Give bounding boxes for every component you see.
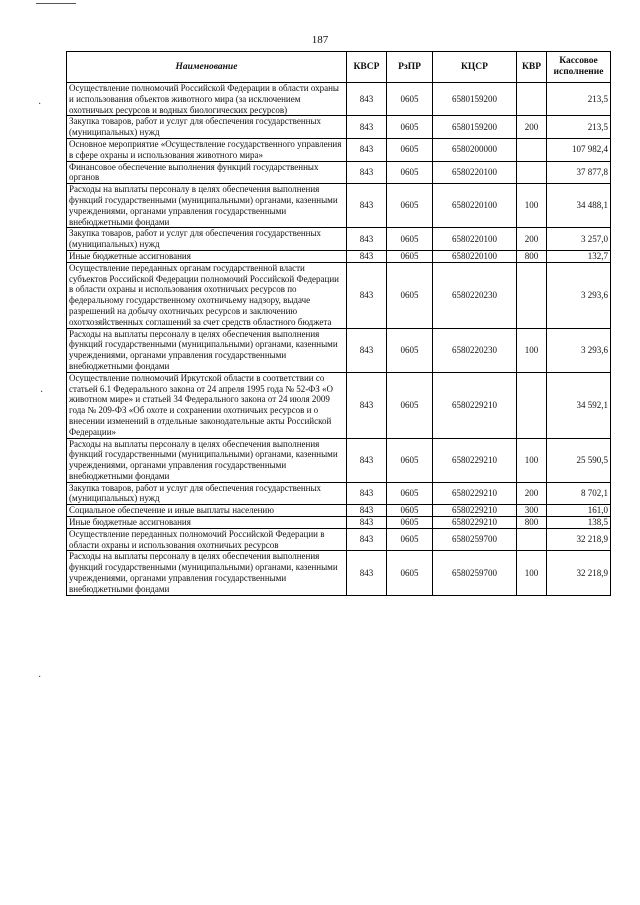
cell-kvsr: 843 <box>347 528 387 551</box>
cell-exec: 34 488,1 <box>547 184 611 228</box>
cell-rzpr: 0605 <box>387 161 433 184</box>
cell-kcsr: 6580229210 <box>433 505 517 517</box>
header-name: Наименование <box>67 52 347 83</box>
cell-exec: 213,5 <box>547 116 611 139</box>
cell-kvr <box>517 372 547 438</box>
cell-kvr: 800 <box>517 517 547 529</box>
cell-rzpr: 0605 <box>387 184 433 228</box>
cell-kvsr: 843 <box>347 228 387 251</box>
cell-kvr <box>517 138 547 161</box>
margin-mark: · <box>40 387 44 398</box>
cell-kvsr: 843 <box>347 83 387 116</box>
cell-exec: 213,5 <box>547 83 611 116</box>
cell-exec: 32 218,9 <box>547 528 611 551</box>
cell-exec: 34 592,1 <box>547 372 611 438</box>
margin-mark: · <box>38 672 42 683</box>
cell-name: Расходы на выплаты персоналу в целях обеспечения выполнения функций государственными (муниципальными) органами, казенными учреждениями, органами управления государственными внебюджетными фондами <box>67 438 347 482</box>
cell-rzpr: 0605 <box>387 250 433 262</box>
table-row <box>67 551 611 595</box>
cell-name: Осуществление переданных полномочий Российской Федерации в области охраны и использования охотничьих ресурсов <box>67 528 347 551</box>
cell-rzpr: 0605 <box>387 228 433 251</box>
cell-kvr <box>517 262 547 328</box>
cell-kvsr: 843 <box>347 505 387 517</box>
cell-name: Иные бюджетные ассигнования <box>67 517 347 529</box>
cell-exec: 132,7 <box>547 250 611 262</box>
cell-kvr <box>517 83 547 116</box>
cell-rzpr: 0605 <box>387 83 433 116</box>
table-row <box>67 116 611 139</box>
cell-kcsr: 6580220100 <box>433 228 517 251</box>
table-row <box>67 438 611 482</box>
cell-kvsr: 843 <box>347 116 387 139</box>
table-row <box>67 505 611 517</box>
table-row <box>67 372 611 438</box>
cell-kvr: 100 <box>517 551 547 595</box>
cell-kvr: 100 <box>517 328 547 372</box>
cell-rzpr: 0605 <box>387 328 433 372</box>
cell-exec: 37 877,8 <box>547 161 611 184</box>
budget-execution-table <box>66 51 611 596</box>
cell-kvsr: 843 <box>347 161 387 184</box>
cell-name: Социальное обеспечение и иные выплаты населению <box>67 505 347 517</box>
cell-kvr: 200 <box>517 116 547 139</box>
cell-kcsr: 6580259700 <box>433 528 517 551</box>
cell-rzpr: 0605 <box>387 116 433 139</box>
cell-kvr: 800 <box>517 250 547 262</box>
table-header-row <box>67 52 611 83</box>
cell-rzpr: 0605 <box>387 517 433 529</box>
cell-kvr: 100 <box>517 184 547 228</box>
cell-kvsr: 843 <box>347 184 387 228</box>
table-row <box>67 184 611 228</box>
table-body <box>67 83 611 596</box>
cell-name: Закупка товаров, работ и услуг для обеспечения государственных (муниципальных) нужд <box>67 228 347 251</box>
table-row <box>67 528 611 551</box>
cell-name: Закупка товаров, работ и услуг для обеспечения государственных (муниципальных) нужд <box>67 482 347 505</box>
table-row <box>67 482 611 505</box>
cell-kcsr: 6580229210 <box>433 372 517 438</box>
cell-kvr: 200 <box>517 228 547 251</box>
cell-rzpr: 0605 <box>387 262 433 328</box>
cell-kvr: 100 <box>517 438 547 482</box>
cell-name: Основное мероприятие «Осуществление государственного управления в сфере охраны и использования животного мира» <box>67 138 347 161</box>
cell-kvsr: 843 <box>347 438 387 482</box>
cell-kcsr: 6580220230 <box>433 262 517 328</box>
cell-name: Финансовое обеспечение выполнения функций государственных органов <box>67 161 347 184</box>
cell-rzpr: 0605 <box>387 138 433 161</box>
cell-name: Осуществление полномочий Российской Федерации в области охраны и использования объектов животного мира (за исключением охотничьих ресурсов и водных биологических ресурсов) <box>67 83 347 116</box>
cell-kcsr: 6580220100 <box>433 250 517 262</box>
table-row <box>67 262 611 328</box>
cell-kvr: 300 <box>517 505 547 517</box>
cell-name: Расходы на выплаты персоналу в целях обеспечения выполнения функций государственными (муниципальными) органами, казенными учреждениями, органами управления государственными внебюджетными фондами <box>67 328 347 372</box>
cell-rzpr: 0605 <box>387 482 433 505</box>
table-row <box>67 228 611 251</box>
cell-kvsr: 843 <box>347 551 387 595</box>
header-exec: Кассовое исполнение <box>547 52 611 83</box>
table-row <box>67 138 611 161</box>
cell-name: Осуществление переданных органам государственной власти субъектов Российской Федерации полномочий Российской Федерации в области охраны и использования охотничьих ресурсов по федеральному государственному охотничьему надзору, выдаче разрешений на добычу охотничьих ресурсов и заключению охотхозяйственных соглашений за счет средств областного бюджета <box>67 262 347 328</box>
cell-rzpr: 0605 <box>387 551 433 595</box>
cell-kcsr: 6580159200 <box>433 83 517 116</box>
cell-exec: 8 702,1 <box>547 482 611 505</box>
header-kcsr: КЦСР <box>433 52 517 83</box>
table-row <box>67 161 611 184</box>
cell-kvsr: 843 <box>347 138 387 161</box>
cell-kvsr: 843 <box>347 262 387 328</box>
cell-exec: 3 293,6 <box>547 262 611 328</box>
cell-exec: 25 590,5 <box>547 438 611 482</box>
cell-kcsr: 6580220100 <box>433 161 517 184</box>
cell-kcsr: 6580229210 <box>433 482 517 505</box>
cell-kvsr: 843 <box>347 482 387 505</box>
cell-exec: 138,5 <box>547 517 611 529</box>
cell-kcsr: 6580220230 <box>433 328 517 372</box>
cell-rzpr: 0605 <box>387 438 433 482</box>
cell-exec: 161,0 <box>547 505 611 517</box>
cell-exec: 32 218,9 <box>547 551 611 595</box>
table-row <box>67 517 611 529</box>
cell-name: Расходы на выплаты персоналу в целях обеспечения выполнения функций государственными (муниципальными) органами, казенными учреждениями, органами управления государственными внебюджетными фондами <box>67 551 347 595</box>
table-row <box>67 83 611 116</box>
table-row <box>67 250 611 262</box>
top-edge-line <box>36 3 76 4</box>
cell-kvsr: 843 <box>347 250 387 262</box>
cell-kvsr: 843 <box>347 372 387 438</box>
page-number: 187 <box>311 34 329 46</box>
cell-exec: 107 982,4 <box>547 138 611 161</box>
cell-kcsr: 6580220100 <box>433 184 517 228</box>
cell-kvr: 200 <box>517 482 547 505</box>
cell-kvsr: 843 <box>347 328 387 372</box>
cell-exec: 3 257,0 <box>547 228 611 251</box>
cell-kcsr: 6580259700 <box>433 551 517 595</box>
header-kvr: КВР <box>517 52 547 83</box>
cell-kcsr: 6580229210 <box>433 438 517 482</box>
cell-rzpr: 0605 <box>387 505 433 517</box>
cell-name: Иные бюджетные ассигнования <box>67 250 347 262</box>
cell-name: Закупка товаров, работ и услуг для обеспечения государственных (муниципальных) нужд <box>67 116 347 139</box>
margin-mark: · <box>38 99 42 110</box>
cell-kcsr: 6580159200 <box>433 116 517 139</box>
cell-name: Осуществление полномочий Иркутской области в соответствии со статьей 6.1 Федерального закона от 24 апреля 1995 года № 52-ФЗ «О животном мире» и статьей 34 Федерального закона от 24 июля 2009 года № 209-ФЗ «Об охоте и сохранении охотничьих ресурсов и о внесении изменений в отдельные законодательные акты Российской Федерации» <box>67 372 347 438</box>
header-rzpr: РзПР <box>387 52 433 83</box>
cell-kvsr: 843 <box>347 517 387 529</box>
header-kvsr: КВСР <box>347 52 387 83</box>
table-row <box>67 328 611 372</box>
cell-kcsr: 6580200000 <box>433 138 517 161</box>
cell-kvr <box>517 528 547 551</box>
cell-rzpr: 0605 <box>387 372 433 438</box>
cell-kvr <box>517 161 547 184</box>
cell-kcsr: 6580229210 <box>433 517 517 529</box>
cell-name: Расходы на выплаты персоналу в целях обеспечения выполнения функций государственными (муниципальными) органами, казенными учреждениями, органами управления государственными внебюджетными фондами <box>67 184 347 228</box>
cell-rzpr: 0605 <box>387 528 433 551</box>
cell-exec: 3 293,6 <box>547 328 611 372</box>
